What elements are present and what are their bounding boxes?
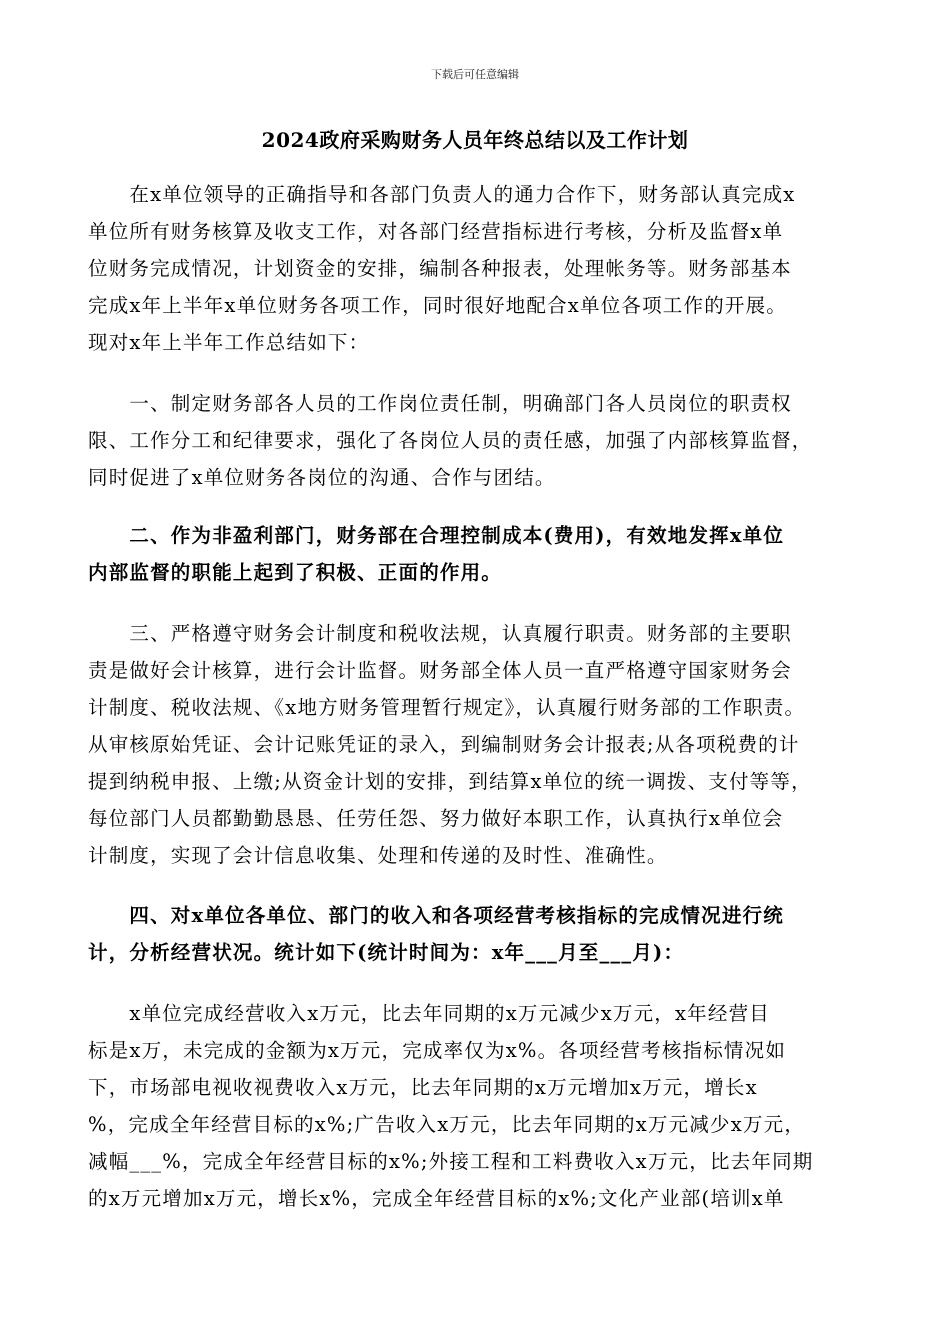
paragraph-line: %，完成全年经营目标的x%;广告收入x万元，比去年同期的x万元减少x万元， (88, 1113, 806, 1136)
paragraph-line: 减幅___%，完成全年经营目标的x%;外接工程和工料费收入x万元，比去年同期 (88, 1150, 814, 1173)
bold-paragraph-line: 内部监督的职能上起到了积极、正面的作用。 (88, 561, 503, 584)
paragraph-line: 标是x万，未完成的金额为x万元，完成率仅为x%。各项经营考核指标情况如 (88, 1039, 787, 1062)
paragraph-line: 完成x年上半年x单位财务各项工作，同时很好地配合x单位各项工作的开展。 (88, 294, 787, 317)
paragraph-line: 每位部门人员都勤勤恳恳、任劳任怨、努力做好本职工作，认真执行x单位会 (88, 807, 784, 830)
paragraph-line: 同时促进了x单位财务各岗位的沟通、合作与团结。 (88, 466, 556, 489)
paragraph-line: 现对x年上半年工作总结如下： (88, 331, 370, 354)
paragraph-line: 计制度，实现了会计信息收集、处理和传递的及时性、准确性。 (88, 844, 668, 867)
bold-paragraph-line: 计，分析经营状况。统计如下(统计时间为：x年___月至___月)： (88, 941, 685, 964)
paragraph-line: x单位完成经营收入x万元，比去年同期的x万元减少x万元，x年经营目 (88, 1002, 770, 1025)
bold-paragraph-line: 四、对x单位各单位、部门的收入和各项经营考核指标的完成情况进行统 (88, 904, 784, 927)
paragraph-line: 一、制定财务部各人员的工作岗位责任制，明确部门各人员岗位的职责权 (88, 392, 792, 415)
paragraph-line: 计制度、税收法规、《x地方财务管理暂行规定》，认真履行财务部的工作职责。 (88, 696, 806, 719)
document-title: 2024政府采购财务人员年终总结以及工作计划 (261, 128, 689, 152)
paragraph-line: 限、工作分工和纪律要求，强化了各岗位人员的责任感，加强了内部核算监督， (88, 429, 813, 452)
paragraph-line: 位财务完成情况，计划资金的安排，编制各种报表，处理帐务等。财务部基本 (88, 257, 792, 280)
bold-paragraph-line: 二、作为非盈利部门，财务部在合理控制成本(费用)，有效地发挥x单位 (88, 524, 785, 547)
paragraph-line: 责是做好会计核算，进行会计监督。财务部全体人员一直严格遵守国家财务会 (88, 659, 792, 682)
paragraph-line: 从审核原始凭证、会计记账凭证的录入，到编制财务会计报表;从各项税费的计 (88, 733, 800, 756)
paragraph-line: 单位所有财务核算及收支工作，对各部门经营指标进行考核，分析及监督x单 (88, 220, 784, 243)
paragraph-line: 三、严格遵守财务会计制度和税收法规，认真履行职责。财务部的主要职 (88, 622, 792, 645)
paragraph-line: 在x单位领导的正确指导和各部门负责人的通力合作下，财务部认真完成x (88, 183, 796, 206)
paragraph-line: 下，市场部电视收视费收入x万元，比去年同期的x万元增加x万元，增长x (88, 1076, 758, 1099)
paragraph-line: 提到纳税申报、上缴;从资金计划的安排，到结算x单位的统一调拨、支付等等， (88, 770, 812, 793)
paragraph-line: 的x万元增加x万元，增长x%，完成全年经营目标的x%;文化产业部(培训x单 (88, 1187, 785, 1210)
header-note: 下载后可任意编辑 (431, 68, 519, 81)
